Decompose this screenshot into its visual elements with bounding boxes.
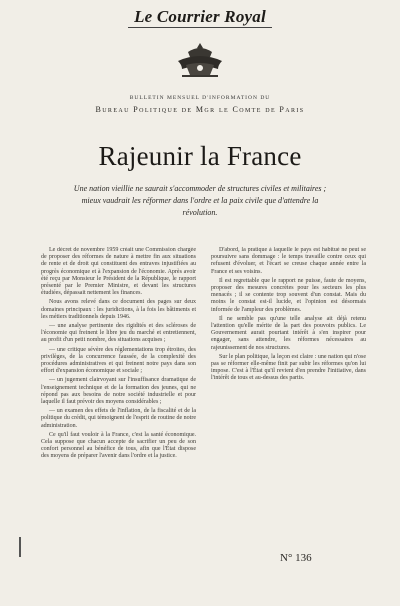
paragraph: Il est regrettable que le rapport ne puisse, faute de moyens, proposer des mesures concrètes pour les secteurs les plus menacés ; il se contente trop souvent d'un constat. Mais du moins le constat est-il lucide, et l'opinion est désormais informée de l'ampleur des problèmes. (211, 277, 366, 313)
paragraph: — un jugement clairvoyant sur l'insuffisance dramatique de l'enseignement technique et de la formation des jeunes, qui ne répond pas aux besoins de notre société industrielle et pour laquelle il faut prévoir des moyens considérables ; (41, 377, 196, 406)
paragraph: — une analyse pertinente des rigidités et des scléroses de l'économie qui freinent le libre jeu du marché et entretiennent, au profit d'un petit nombre, des situations acquises ; (41, 323, 196, 344)
article-intro: Une nation vieillie ne saurait s'accommoder de structures civiles et militaires ; mieux vaudrait les réformer dans l'ordre et la paix civile que d'attendre la révolution. (73, 184, 327, 217)
margin-mark (19, 537, 21, 557)
paragraph: Il ne semble pas qu'une telle analyse ait déjà retenu l'attention qu'elle mérite de la part des pouvoirs publics. Le Gouvernement aurait pourtant intérêt à s'en inspirer pour engager, sans attendre, les réformes nécessaires au rajeunissement de nos structures. (211, 315, 366, 351)
bulletin-kicker: BULLETIN MENSUEL D'INFORMATION DU (129, 95, 271, 101)
masthead-rule (128, 27, 272, 28)
issue-number: N° 136 (280, 552, 312, 564)
masthead-logo: Le Courrier Royal (134, 7, 266, 26)
paragraph: Nous avons relevé dans ce document des pages sur deux domaines principaux : les juridictions, à la fois les bâtiments et les métiers traditionnels depuis 1946. (41, 299, 196, 320)
article-headline: Rajeunir la France (98, 141, 302, 171)
paragraph: — une critique sévère des réglementations trop étroites, des privilèges, de la concurrence faussée, de la complexité des procédures administratives et qui freinent notre pays dans son effort d'expansion économique et sociale ; (41, 346, 196, 375)
publisher-office: Bureau Politique de Mgr le Comte de Paris (95, 105, 305, 114)
royal-crest-icon (172, 41, 228, 81)
left-text-column (41, 247, 196, 547)
paragraph: Sur le plan politique, la leçon est claire : une nation qui n'ose pas se réformer elle-même finit par subir les réformes qu'on lui impose. C'est à l'État qu'il revient d'en prendre l'initiative, dans l'intérêt de tous et au-dessus des partis. (211, 353, 366, 382)
right-text-column (211, 247, 366, 497)
paragraph: D'abord, la pratique à laquelle le pays est habitué ne peut se poursuivre sans dommage : le temps travaille contre ceux qui refusent d'évoluer, et l'écart se creuse chaque année entre la France et ses voisins. (211, 247, 366, 275)
paragraph: — un examen des effets de l'inflation, de la fiscalité et de la politique du crédit, qui témoignent de l'esprit de routine de notre administration. (41, 408, 196, 429)
paragraph: Le décret de novembre 1959 créait une Commission chargée de proposer des réformes de nature à mettre fin aux situations de rente et de droit qui constituent des entraves injustifiées au progrès économique et à l'expansion de l'économie. Après avoir été reçu par Monsieur le Président de la République, le rapport présenté par le Premier Ministre, et devant les structures étudiées, dépassait nettement les finances. (41, 247, 196, 297)
paragraph: Ce qu'il faut vouloir à la France, c'est la santé économique. Cela suppose que chacun accepte de sacrifier un peu de son confort personnel au bénéfice de tous, afin que l'État dispose des moyens de préparer l'avenir dans l'ordre et la justice. (41, 431, 196, 460)
